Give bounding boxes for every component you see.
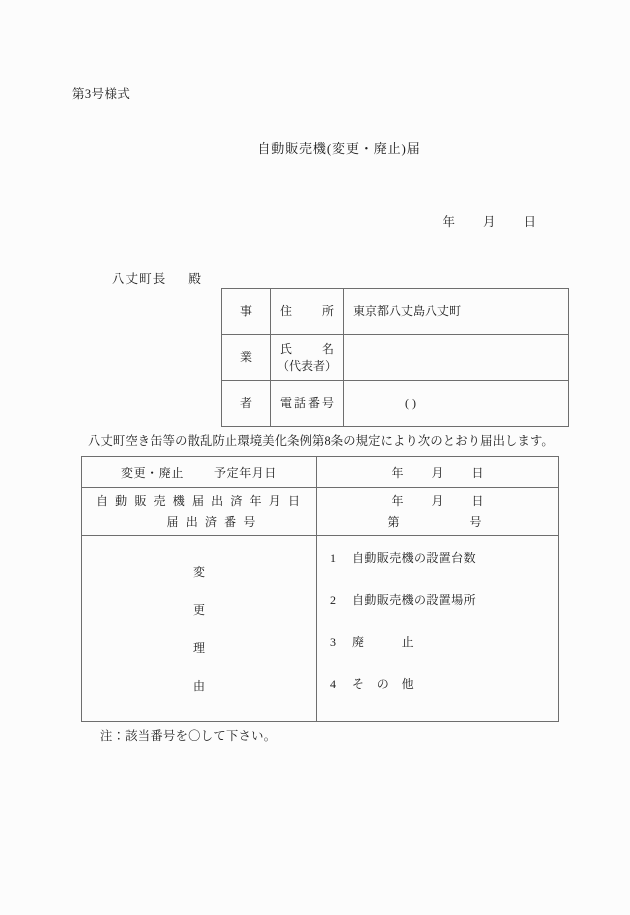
planned-date-label-main: 変更・廃止 [120,465,184,480]
previous-filing-value[interactable] [317,488,559,536]
reason-option-3-number: 3 [330,634,336,649]
page-title: 自動販売機(変更・廃止)届 [257,141,421,156]
previous-filing-number-prefix: 第 [387,514,400,529]
table-row [222,381,569,427]
planned-date-label [82,457,317,488]
applicant-name-label-text: 氏名 [280,342,334,357]
table-row [222,335,569,381]
applicant-tel-label [271,381,344,427]
applicant-side-label-1: 事 [222,289,271,335]
planned-date-value[interactable] [317,457,559,488]
previous-filing-label [82,488,317,536]
reason-option-1[interactable] [330,552,558,594]
applicant-tel-value[interactable] [344,381,569,427]
applicant-address-value[interactable]: 東京都八丈島八丈町 [344,289,569,335]
reason-option-4[interactable] [330,678,558,720]
table-row [222,289,569,335]
reason-option-3-text: 廃 止 [352,634,415,649]
previous-filing-label-line2: 届 出 済 番 号 [166,514,258,529]
planned-date-month: 月 [431,465,444,480]
applicant-name-label-sub: （代表者） [277,358,338,373]
applicant-tel-label-text: 電話番号 [280,396,334,411]
applicant-name-value[interactable] [344,335,569,381]
previous-filing-label-line1: 自 動 販 売 機 届 出 済 年 月 日 [95,493,303,508]
statute-sentence: 八丈町空き缶等の散乱防止環境美化条例第8条の規定により次のとおり届出します。 [88,434,554,448]
reason-side-label [82,536,317,722]
reason-option-3[interactable] [330,636,558,678]
date-month-label: 月 [483,215,496,229]
applicant-address-label-text: 住所 [280,304,334,319]
reason-side-label-char-2: 更 [192,603,205,617]
reason-option-4-text: そ の 他 [352,676,415,691]
planned-date-label-suffix: 予定年月日 [214,465,278,480]
applicant-side-label-2: 業 [222,335,271,381]
reason-option-2-text: 自動販売機の設置場所 [352,592,477,607]
previous-filing-number-suffix: 号 [469,514,482,529]
addressee-honorific: 殿 [188,272,202,286]
form-number: 第3号様式 [72,87,131,101]
reason-side-label-char-4: 由 [192,679,205,693]
applicant-table [221,288,569,427]
reason-option-1-number: 1 [330,550,336,565]
reason-side-label-char-1: 変 [192,565,205,579]
date-line [430,197,536,245]
table-row-previous-filing [82,488,559,536]
previous-filing-month: 月 [431,493,444,508]
previous-filing-year: 年 [391,493,404,508]
footnote: 注：該当番号を〇して下さい。 [100,729,277,743]
reason-option-1-text: 自動販売機の設置台数 [352,550,477,565]
previous-filing-day: 日 [471,493,484,508]
applicant-name-label [271,335,344,381]
reason-option-2-number: 2 [330,592,336,607]
reason-options [317,536,559,722]
applicant-tel-parentheses: ( ) [405,396,416,411]
planned-date-day: 日 [471,465,484,480]
addressee-line [95,254,202,302]
table-row-planned-date [82,457,559,488]
reason-option-2[interactable] [330,594,558,636]
applicant-side-label-3: 者 [222,381,271,427]
reason-side-label-char-3: 理 [192,641,205,655]
table-row-reason [82,536,559,722]
applicant-address-label [271,289,344,335]
planned-date-year: 年 [391,465,404,480]
reason-option-4-number: 4 [330,676,336,691]
main-table [81,456,559,722]
date-year-label: 年 [442,215,456,229]
date-day-label: 日 [523,215,537,229]
addressee-name: 八丈町長 [111,272,167,286]
